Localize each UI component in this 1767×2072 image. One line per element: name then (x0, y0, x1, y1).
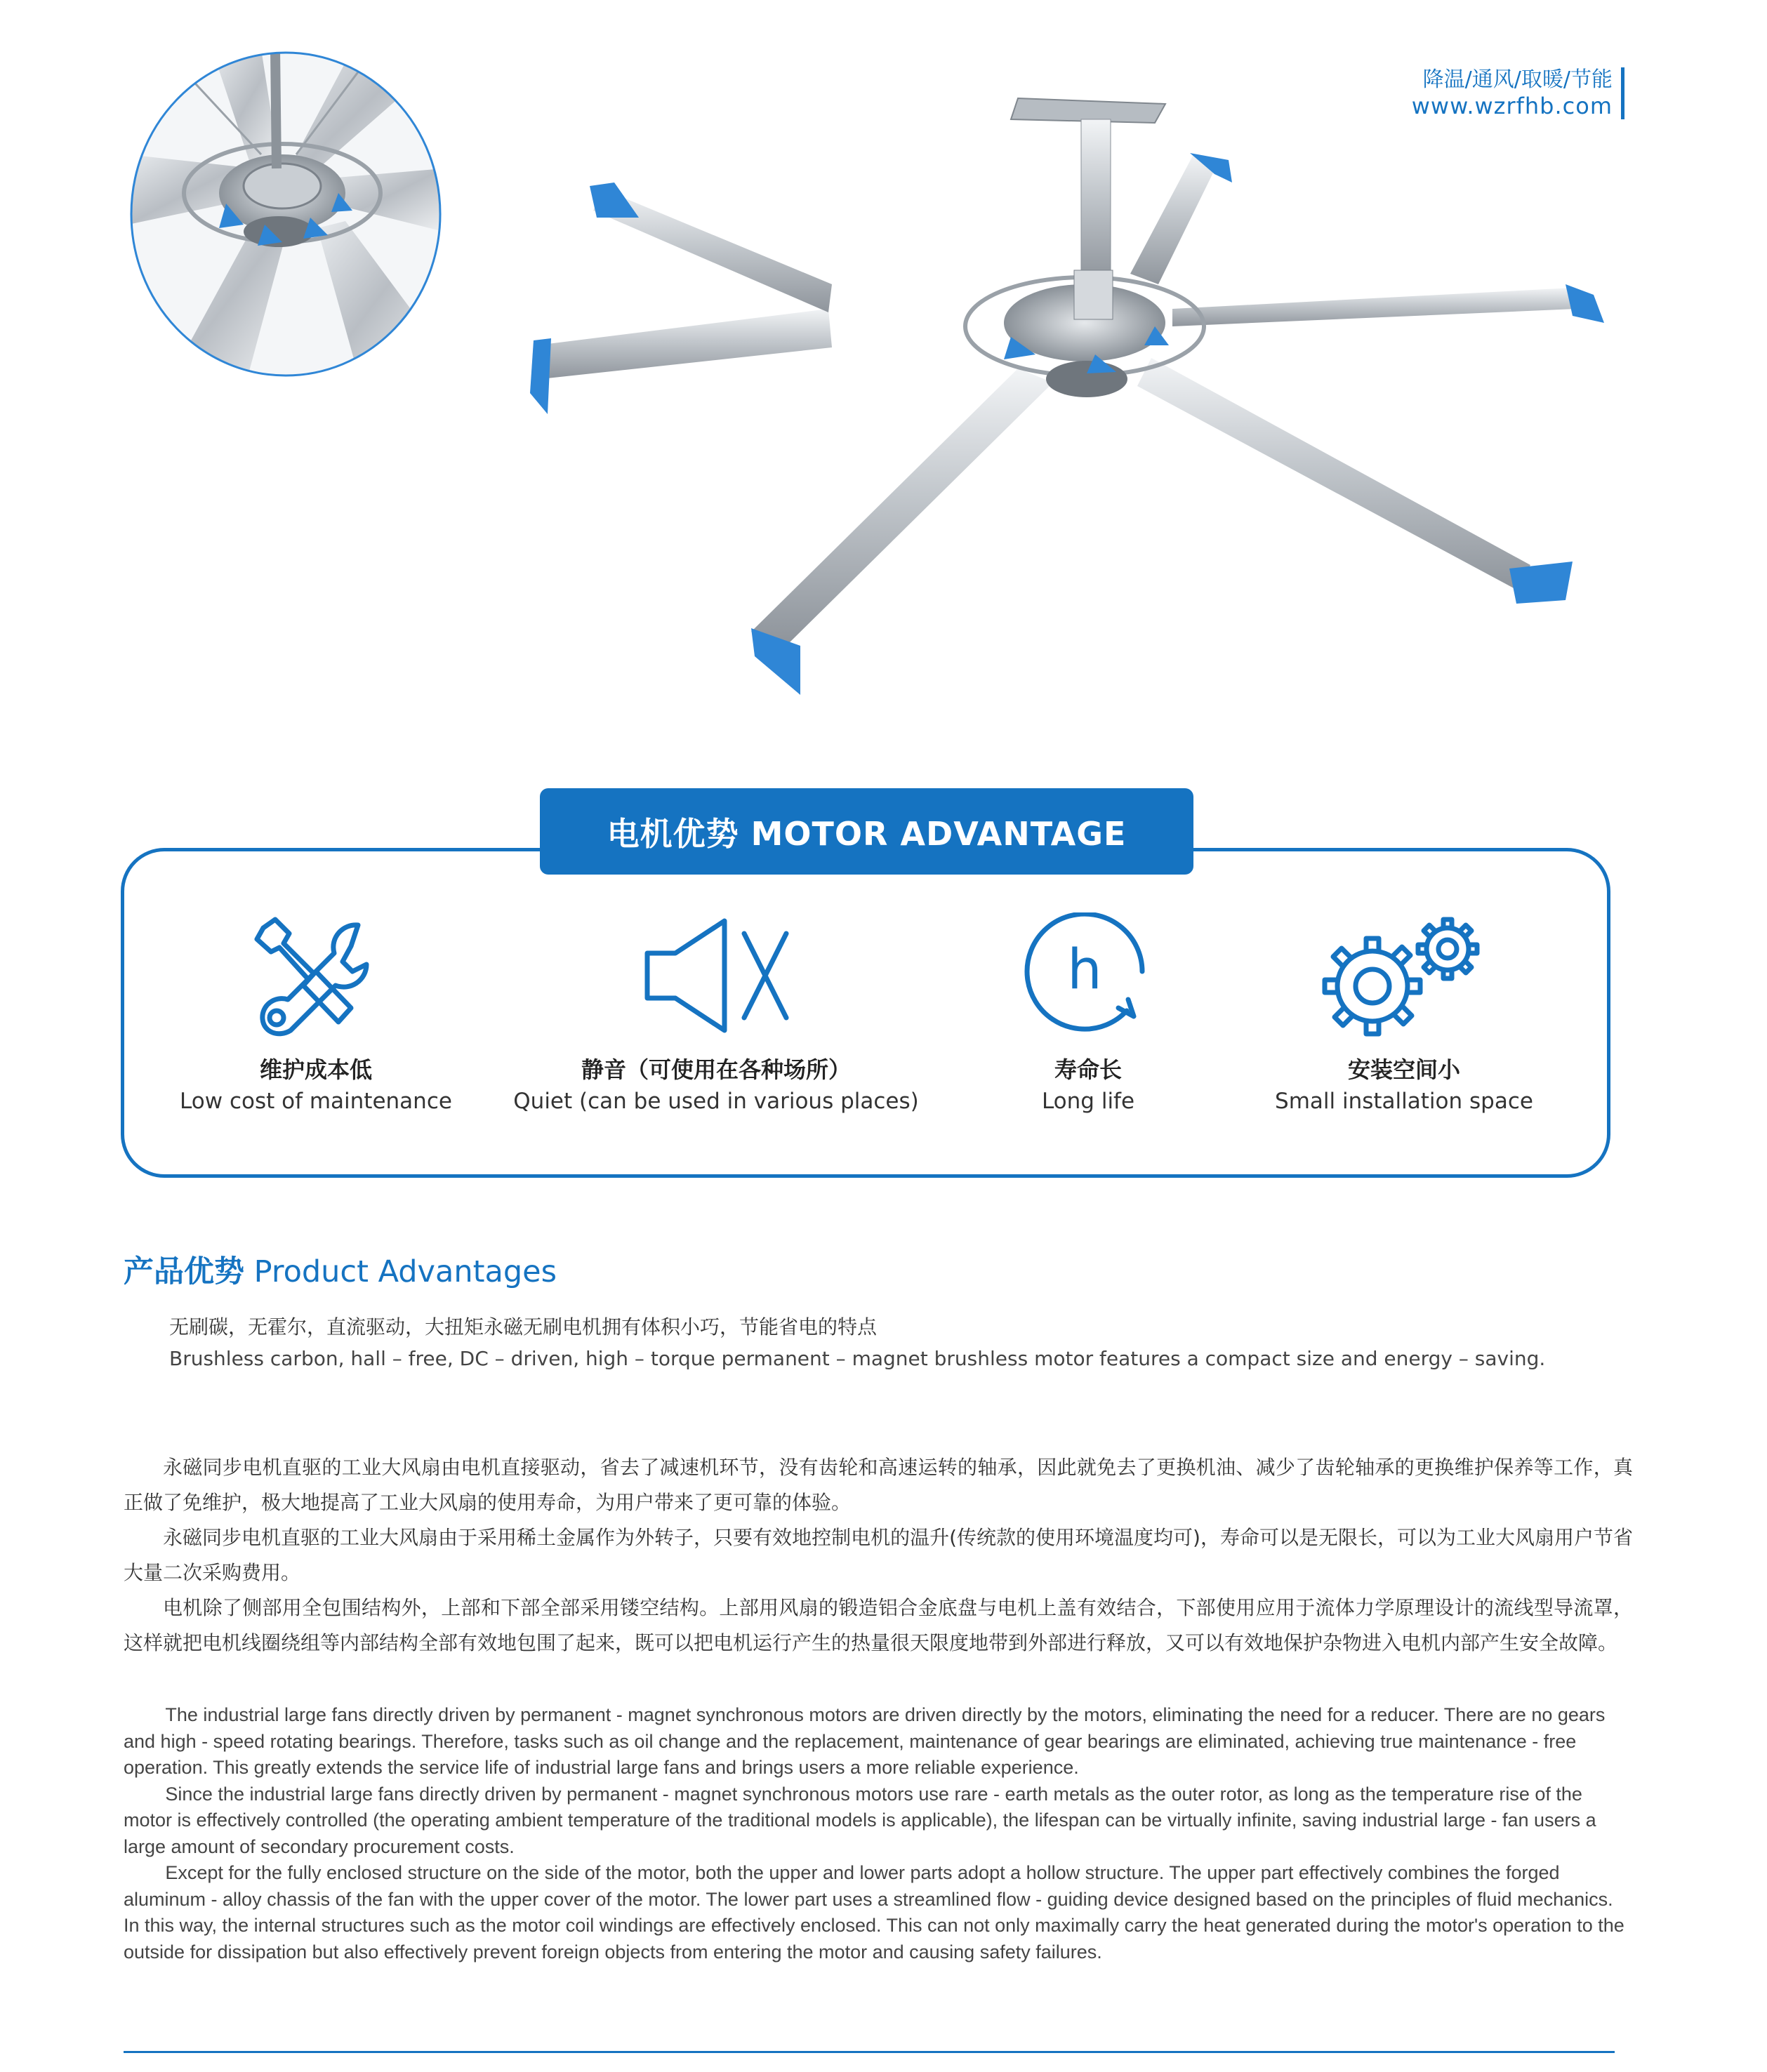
feature-en: Quiet (can be used in various places) (513, 1089, 919, 1114)
industrial-fan-image (519, 84, 1615, 716)
paragraph: 永磁同步电机直驱的工业大风扇由于采用稀土金属作为外转子，只要有效地控制电机的温升(传统款的使用环境温度均可)，寿命可以是无限长，可以为工业大风扇用户节省大量二次采购费用。 (124, 1526, 1633, 1584)
motor-detail-image (128, 49, 444, 379)
feature-cn: 寿命长 (1054, 1056, 1122, 1083)
hour-cycle-icon (1021, 912, 1155, 1039)
paragraph: The industrial large fans directly driven by permanent - magnet synchronous motors are driven directly by the motors, eliminating the need for a reducer. There are no gears and high - speed rotating bearings. Therefore, tasks such as oil change and the replacement, maintenance of gear bearings are eliminated, achieving true maintenance - free operation. This greatly extends the service life of industrial large fans and brings users a more reliable experience. (124, 1704, 1606, 1778)
summary-en: Brushless carbon, hall – free, DC – driven, high – torque permanent – magnet brushless motor features a compact size and energy – saving. (169, 1347, 1546, 1370)
product-advantages-title (124, 1248, 557, 1291)
tools-icon (246, 912, 386, 1039)
gears-icon (1320, 912, 1488, 1039)
feature-quiet (505, 912, 927, 1117)
motor-advantage-title: 电机优势 MOTOR ADVANTAGE (540, 788, 1193, 875)
feature-cn: 维护成本低 (259, 1056, 372, 1083)
feature-cn: 静音（可使用在各种场所） (581, 1056, 851, 1083)
feature-cn: 安装空间小 (1347, 1056, 1460, 1083)
title-en: Product Advantages (253, 1254, 557, 1289)
tagline: 降温/通风/取暖/节能 (1422, 67, 1613, 92)
paragraph: 电机除了侧部用全包围结构外，上部和下部全部采用镂空结构。上部用风扇的锻造铝合金底盘与电机上盖有效结合，下部使用应用于流体力学原理设计的流线型导流罩，这样就把电机线圈绕组等内部结构全部有效地包围了起来，既可以把电机运行产生的热量很天限度地带到外部进行释放，又可以有效地保护杂物进入电机内部产生安全故障。 (124, 1596, 1633, 1654)
bottom-divider (124, 2051, 1615, 2053)
paragraph: 永磁同步电机直驱的工业大风扇由电机直接驱动，省去了减速机环节，没有齿轮和高速运转的轴承，因此就免去了更换机油、减少了齿轮轴承的更换维护保养等工作，真正做了免维护，极大地提高了工业大风扇的使用寿命，为用户带来了更可靠的体验。 (124, 1456, 1633, 1514)
feature-en: Small installation space (1275, 1089, 1533, 1114)
body-chinese (124, 1450, 1633, 1661)
feature-en: Low cost of maintenance (180, 1089, 452, 1114)
title-cn: 产品优势 (124, 1254, 244, 1289)
feature-low-maintenance (176, 912, 456, 1117)
website-link[interactable]: www.wzrfhb.com (1411, 93, 1613, 119)
feature-en: Long life (1041, 1089, 1135, 1114)
speaker-muted-icon (639, 912, 793, 1039)
body-english (124, 1702, 1633, 1965)
paragraph: Except for the fully enclosed structure on the side of the motor, both the upper and lower parts adopt a hollow structure. The upper part effectively combines the forged aluminum - alloy chassis of the fan with the upper cover of the motor. The lower part uses a streamlined flow - guiding device designed based on the principles of fluid mechanics. In this way, the internal structures such as the motor coil windings are effectively enclosed. This can not only maximally carry the heat generated during the motor's operation to the outside for dissipation but also effectively prevent foreign objects from entering the motor and causing safety failures. (124, 1862, 1624, 1963)
summary-cn: 无刷碳，无霍尔，直流驱动，大扭矩永磁无刷电机拥有体积小巧，节能省电的特点 (169, 1315, 878, 1339)
hour-glyph: h (1067, 938, 1102, 1002)
feature-long-life (990, 912, 1186, 1117)
paragraph: Since the industrial large fans directly driven by permanent - magnet synchronous motors use rare - earth metals as the outer rotor, as long as the temperature rise of the motor is effectively controlled (the operating ambient temperature of the traditional models is applicable), the lifespan can be virtually infinite, saving industrial large - fan users a large amount of secondary procurement costs. (124, 1783, 1596, 1857)
feature-small-space (1264, 912, 1544, 1117)
